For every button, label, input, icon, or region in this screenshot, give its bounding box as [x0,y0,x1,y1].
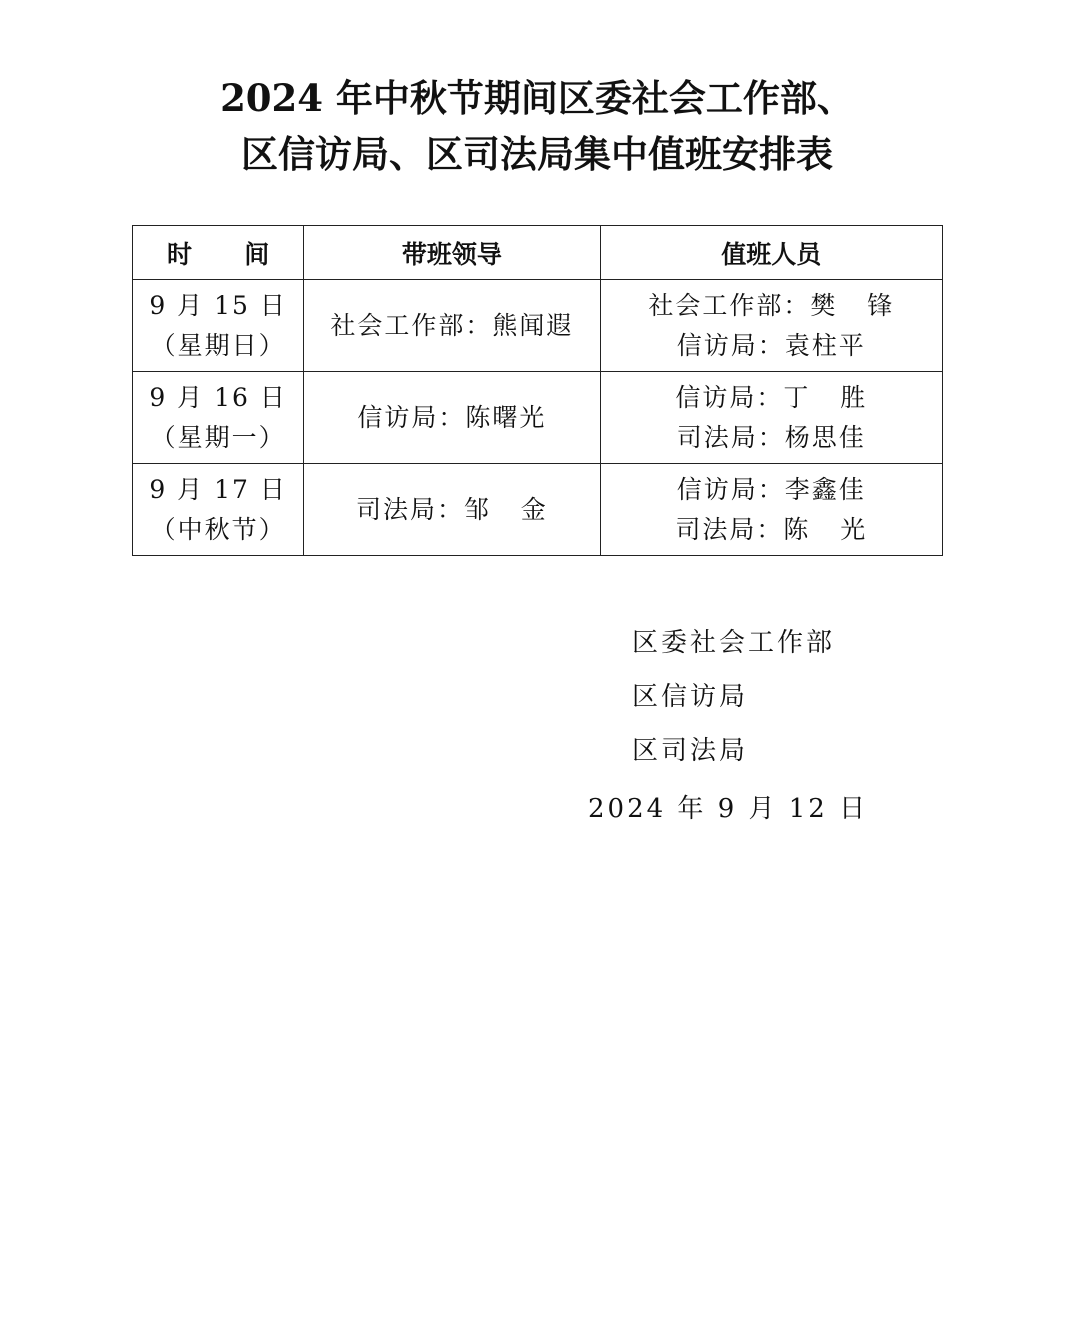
leader-text: 社会工作部：熊闻遐 [330,310,574,340]
date-text: 9 月 16 日 [149,382,287,412]
leader-cell [304,464,600,556]
weekday-text: （星期一） [150,422,286,452]
issuing-organizations [632,620,835,782]
title-line-1: 2024 年中秋节期间区委社会工作部、 [220,76,854,120]
leader-text: 信访局：陈曙光 [357,402,547,432]
date-text: 9 月 15 日 [149,290,287,320]
duty-schedule-table [132,225,943,556]
document-title [0,70,1074,182]
weekday-text: （中秋节） [150,514,286,544]
signature-org: 区司法局 [632,736,749,766]
staff-text-2: 司法局：陈 光 [675,514,868,544]
leader-cell [304,280,600,372]
time-cell [133,372,304,464]
header-time-label: 时 间 [166,239,270,269]
table-row [133,280,943,372]
issue-date: 2024 年 9 月 12 日 [588,794,869,824]
table-header-row [133,226,943,280]
staff-text-2: 信访局：袁柱平 [676,330,866,360]
date-text: 9 月 17 日 [149,474,287,504]
weekday-text: （星期日） [150,330,286,360]
time-cell [133,280,304,372]
staff-cell [600,280,942,372]
table-row [133,372,943,464]
leader-text: 司法局：邹 金 [355,494,548,524]
leader-cell [304,372,600,464]
staff-text-1: 信访局：李鑫佳 [676,474,866,504]
header-staff: 值班人员 [600,226,942,280]
staff-text-1: 社会工作部：樊 锋 [648,290,895,320]
signature-org: 区委社会工作部 [632,628,836,658]
staff-text-1: 信访局：丁 胜 [675,382,868,412]
header-time [133,226,304,280]
time-cell [133,464,304,556]
staff-cell [600,464,942,556]
signature-org: 区信访局 [632,682,749,712]
table-row [133,464,943,556]
staff-cell [600,372,942,464]
staff-text-2: 司法局：杨思佳 [676,422,866,452]
header-leader: 带班领导 [304,226,600,280]
title-line-2: 区信访局、区司法局集中值班安排表 [241,132,833,176]
